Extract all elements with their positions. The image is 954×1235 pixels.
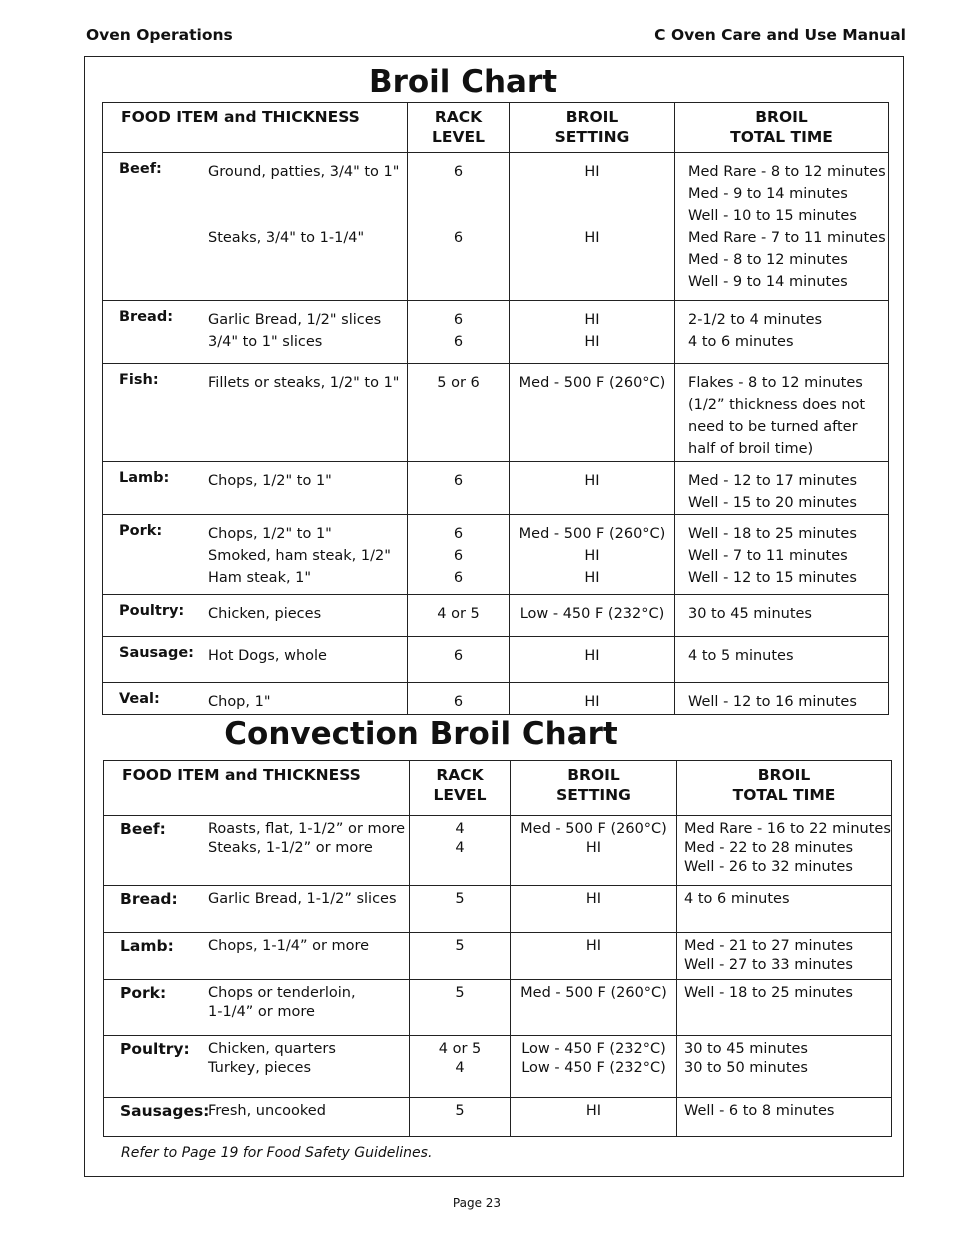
food-item: Chicken, quarters <box>208 1041 336 1057</box>
broil-setting-cell <box>511 980 677 1036</box>
broil-setting: Low - 450 F (232°C) <box>519 606 665 622</box>
rack-level: 6 <box>453 473 464 489</box>
column-header-setting <box>511 761 677 816</box>
broil-time: half of broil time) <box>688 441 814 457</box>
food-items <box>208 645 327 667</box>
table-row <box>103 462 889 515</box>
rack-level-cell <box>410 886 511 933</box>
table-row <box>104 816 892 886</box>
rack-level: 5 <box>455 891 465 907</box>
food-item: Turkey, pieces <box>208 1060 312 1076</box>
food-item-cell <box>104 933 410 980</box>
broil-time: 30 to 50 minutes <box>684 1060 808 1076</box>
convection-broil-chart-table <box>103 760 892 1137</box>
food-items <box>208 161 399 293</box>
broil-time: 4 to 5 minutes <box>688 648 794 664</box>
food-item-cell <box>103 595 408 637</box>
broil-chart-title: Broil Chart <box>368 64 558 100</box>
broil-time: Med - 12 to 17 minutes <box>688 473 858 489</box>
table-row <box>103 595 889 637</box>
broil-time: Med - 22 to 28 minutes <box>684 840 854 856</box>
rack-level-cell <box>408 153 510 301</box>
rack-level: 6 <box>453 312 464 328</box>
food-category: Pork: <box>119 523 163 539</box>
column-header-rack <box>408 103 510 153</box>
broil-setting-cell <box>510 153 675 301</box>
food-item <box>208 249 399 271</box>
food-item: Garlic Bread, 1-1/2” slices <box>208 891 397 907</box>
broil-time: Well - 10 to 15 minutes <box>688 208 857 224</box>
broil-time: 30 to 45 minutes <box>684 1041 808 1057</box>
food-category: Lamb: <box>119 470 170 486</box>
food-items <box>208 890 397 909</box>
rack-level: 6 <box>453 694 464 710</box>
column-header-label: BROIL TOTAL TIME <box>732 766 836 804</box>
broil-time-cell <box>675 153 889 301</box>
broil-setting: HI <box>584 312 600 328</box>
food-item-cell <box>103 683 408 715</box>
broil-setting: Med - 500 F (260°C) <box>520 985 667 1001</box>
table-row <box>103 301 889 364</box>
broil-setting-cell <box>511 886 677 933</box>
food-item: 3/4" to 1" slices <box>208 334 323 350</box>
rack-level: 6 <box>453 526 464 542</box>
rack-level: 4 or 5 <box>438 1041 482 1057</box>
food-category: Beef: <box>120 820 166 838</box>
table-row <box>103 153 889 301</box>
broil-chart-table <box>102 102 889 715</box>
header-section-title: Oven Operations <box>86 26 233 44</box>
broil-time-cell <box>677 1098 892 1137</box>
rack-level: 4 or 5 <box>437 606 480 622</box>
broil-setting <box>510 271 674 293</box>
food-item-cell <box>103 364 408 462</box>
rack-level-cell <box>410 933 511 980</box>
broil-time: Flakes - 8 to 12 minutes <box>688 375 863 391</box>
broil-time: 4 to 6 minutes <box>684 891 790 907</box>
rack-level-cell <box>410 816 511 886</box>
column-header-time <box>675 103 889 153</box>
food-item: Chicken, pieces <box>208 606 322 622</box>
food-items <box>208 603 321 625</box>
broil-setting <box>510 249 674 271</box>
table-row <box>104 1036 892 1098</box>
rack-level: 6 <box>453 230 464 246</box>
food-items <box>208 523 391 589</box>
broil-time-cell <box>677 933 892 980</box>
broil-time: Well - 12 to 16 minutes <box>688 694 857 710</box>
rack-level-cell <box>408 301 510 364</box>
broil-setting-cell <box>510 637 675 683</box>
rack-level-cell <box>408 683 510 715</box>
food-item-cell <box>103 153 408 301</box>
table-row <box>104 933 892 980</box>
broil-setting: HI <box>585 840 602 856</box>
food-item: Chops or tenderloin, <box>208 985 356 1001</box>
food-category: Bread: <box>120 890 178 908</box>
broil-time: need to be turned after <box>688 419 858 435</box>
table-row <box>104 886 892 933</box>
rack-level: 5 <box>455 938 465 954</box>
rack-level: 6 <box>453 570 464 586</box>
food-category: Bread: <box>119 309 173 325</box>
rack-level: 5 or 6 <box>437 375 480 391</box>
rack-level-cell <box>410 980 511 1036</box>
food-item-cell <box>103 515 408 595</box>
food-item: Ground, patties, 3/4" to 1" <box>208 164 400 180</box>
rack-level <box>408 205 509 227</box>
broil-setting-cell <box>510 683 675 715</box>
table-row <box>103 683 889 715</box>
convection-broil-chart-title: Convection Broil Chart <box>224 716 618 752</box>
food-item <box>208 271 399 293</box>
food-item: Fillets or steaks, 1/2" to 1" <box>208 375 400 391</box>
broil-setting-cell <box>511 933 677 980</box>
rack-level: 4 <box>455 821 465 837</box>
column-header-setting <box>510 103 675 153</box>
broil-time: Well - 6 to 8 minutes <box>684 1103 835 1119</box>
food-item: Smoked, ham steak, 1/2" <box>208 548 391 564</box>
footnote: Refer to Page 19 for Food Safety Guidelines. <box>121 1145 433 1161</box>
broil-time: Med - 9 to 14 minutes <box>688 186 848 202</box>
broil-setting: Med - 500 F (260°C) <box>518 526 666 542</box>
column-header-rack <box>410 761 511 816</box>
food-item: Chops, 1/2" to 1" <box>208 473 332 489</box>
food-items <box>208 470 332 492</box>
broil-time: Med Rare - 7 to 11 minutes <box>688 230 886 246</box>
broil-time-cell <box>675 595 889 637</box>
food-category: Poultry: <box>120 1040 190 1058</box>
table-row <box>103 515 889 595</box>
food-item: Hot Dogs, whole <box>208 648 327 664</box>
food-items <box>208 1102 326 1121</box>
broil-setting: HI <box>584 230 600 246</box>
broil-time-cell <box>677 1036 892 1098</box>
broil-time: 2-1/2 to 4 minutes <box>688 312 823 328</box>
rack-level <box>408 183 509 205</box>
food-category: Veal: <box>119 691 160 707</box>
food-category: Fish: <box>119 372 159 388</box>
broil-time: Well - 27 to 33 minutes <box>684 957 853 973</box>
broil-setting: Low - 450 F (232°C) <box>521 1041 666 1057</box>
broil-setting: HI <box>585 938 602 954</box>
broil-setting: Med - 500 F (260°C) <box>520 821 667 837</box>
rack-level: 5 <box>455 1103 465 1119</box>
broil-time: Well - 9 to 14 minutes <box>688 274 848 290</box>
rack-level-cell <box>408 637 510 683</box>
broil-setting: HI <box>584 473 600 489</box>
broil-time-cell <box>675 637 889 683</box>
food-items <box>208 1040 336 1078</box>
rack-level <box>408 249 509 271</box>
table-row <box>104 1098 892 1137</box>
food-item <box>208 205 399 227</box>
rack-level: 6 <box>453 164 464 180</box>
rack-level: 6 <box>453 548 464 564</box>
broil-time-cell <box>675 462 889 515</box>
table-row <box>103 364 889 462</box>
column-header-label: FOOD ITEM and THICKNESS <box>122 766 361 784</box>
column-header-label: BROIL SETTING <box>554 108 630 146</box>
broil-time-cell <box>677 816 892 886</box>
food-item: Chops, 1/2" to 1" <box>208 526 332 542</box>
broil-time: Well - 12 to 15 minutes <box>688 570 857 586</box>
broil-setting: HI <box>585 891 602 907</box>
broil-time: Well - 7 to 11 minutes <box>688 548 848 564</box>
rack-level-cell <box>410 1098 511 1137</box>
rack-level-cell <box>408 515 510 595</box>
broil-setting: HI <box>584 648 600 664</box>
rack-level-cell <box>408 462 510 515</box>
broil-time-cell <box>675 683 889 715</box>
broil-time-cell <box>677 980 892 1036</box>
food-item: Chop, 1" <box>208 694 271 710</box>
broil-time-cell <box>675 364 889 462</box>
broil-time-cell <box>677 886 892 933</box>
broil-setting <box>510 205 674 227</box>
food-item: Fresh, uncooked <box>208 1103 326 1119</box>
food-items <box>208 984 356 1022</box>
rack-level-cell <box>408 364 510 462</box>
broil-time: Med - 21 to 27 minutes <box>684 938 854 954</box>
food-item-cell <box>104 1036 410 1098</box>
broil-time: 4 to 6 minutes <box>688 334 794 350</box>
page-number: Page 23 <box>452 1196 502 1210</box>
food-items <box>208 691 271 713</box>
broil-setting: HI <box>584 548 600 564</box>
food-item: Ham steak, 1" <box>208 570 312 586</box>
broil-time: Well - 18 to 25 minutes <box>684 985 853 1001</box>
broil-setting-cell <box>510 595 675 637</box>
rack-level: 6 <box>453 648 464 664</box>
food-item-cell <box>103 637 408 683</box>
food-category: Sausages: <box>120 1102 210 1120</box>
food-category: Lamb: <box>120 937 174 955</box>
table-row <box>104 980 892 1036</box>
broil-setting-cell <box>511 1036 677 1098</box>
column-header-label: BROIL SETTING <box>556 766 631 804</box>
broil-setting: HI <box>584 570 600 586</box>
broil-setting: HI <box>585 1103 602 1119</box>
column-header-food <box>103 103 408 153</box>
broil-setting-cell <box>510 515 675 595</box>
food-items <box>208 309 381 353</box>
broil-time: Med Rare - 16 to 22 minutes <box>684 821 891 837</box>
broil-setting <box>510 183 674 205</box>
broil-setting: Med - 500 F (260°C) <box>518 375 666 391</box>
food-item: Garlic Bread, 1/2" slices <box>208 312 382 328</box>
food-item-cell <box>104 886 410 933</box>
column-header-label: RACK LEVEL <box>432 108 485 146</box>
column-header-label: FOOD ITEM and THICKNESS <box>121 108 360 126</box>
broil-time: 30 to 45 minutes <box>688 606 812 622</box>
food-item: Steaks, 3/4" to 1-1/4" <box>208 230 365 246</box>
food-item-cell <box>104 980 410 1036</box>
food-category: Sausage: <box>119 645 194 661</box>
broil-time: Well - 15 to 20 minutes <box>688 495 857 511</box>
rack-level: 5 <box>455 985 465 1001</box>
broil-setting: Low - 450 F (232°C) <box>521 1060 666 1076</box>
rack-level: 4 <box>455 1060 465 1076</box>
food-items <box>208 372 399 394</box>
broil-setting-cell <box>511 816 677 886</box>
broil-setting-cell <box>510 364 675 462</box>
column-header-food <box>104 761 410 816</box>
rack-level-cell <box>410 1036 511 1098</box>
broil-time: Med Rare - 8 to 12 minutes <box>688 164 886 180</box>
food-item: Roasts, flat, 1-1/2” or more <box>208 821 406 837</box>
broil-time: Well - 26 to 32 minutes <box>684 859 853 875</box>
broil-time-cell <box>675 515 889 595</box>
food-item <box>208 183 399 205</box>
column-header-label: RACK LEVEL <box>433 766 487 804</box>
food-item: Steaks, 1-1/2” or more <box>208 840 373 856</box>
column-header-time <box>677 761 892 816</box>
broil-time: Med - 8 to 12 minutes <box>688 252 848 268</box>
rack-level: 6 <box>453 334 464 350</box>
food-items <box>208 937 369 956</box>
column-header-label: BROIL TOTAL TIME <box>730 108 833 146</box>
broil-setting-cell <box>510 301 675 364</box>
rack-level <box>408 271 509 293</box>
food-items <box>208 820 405 858</box>
food-item-cell <box>103 301 408 364</box>
table-row <box>103 637 889 683</box>
rack-level-cell <box>408 595 510 637</box>
food-category: Pork: <box>120 984 167 1002</box>
broil-setting: HI <box>584 164 600 180</box>
rack-level: 4 <box>455 840 465 856</box>
food-item: Chops, 1-1/4” or more <box>208 938 370 954</box>
broil-setting: HI <box>584 334 600 350</box>
food-item-cell <box>104 816 410 886</box>
broil-setting-cell <box>510 462 675 515</box>
header-manual-title: C Oven Care and Use Manual <box>654 26 906 44</box>
broil-time: Well - 18 to 25 minutes <box>688 526 857 542</box>
food-category: Poultry: <box>119 603 185 619</box>
food-item-cell <box>103 462 408 515</box>
food-item: 1-1/4” or more <box>208 1004 315 1020</box>
broil-time-cell <box>675 301 889 364</box>
food-category: Beef: <box>119 161 162 177</box>
broil-time: (1/2” thickness does not <box>688 397 866 413</box>
broil-setting: HI <box>584 694 600 710</box>
broil-setting-cell <box>511 1098 677 1137</box>
food-item-cell <box>104 1098 410 1137</box>
